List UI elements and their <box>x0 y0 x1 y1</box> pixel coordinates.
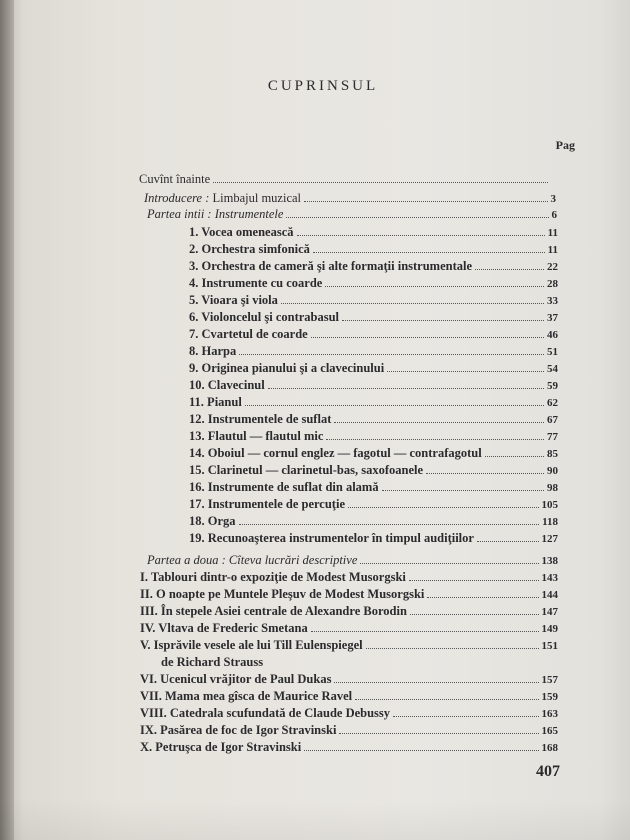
entry-title: 15. Clarinetul — clarinetul-bas, saxofoanele <box>189 463 424 477</box>
entry-title: 4. Instrumente cu coarde <box>189 276 323 290</box>
entry-page: 62 <box>547 397 558 409</box>
entry-title: 11. Pianul <box>189 395 242 409</box>
entry-title: 13. Flautul — flautul mic <box>189 429 324 443</box>
entry-page: 54 <box>547 363 558 375</box>
entry-page: 147 <box>541 606 558 618</box>
toc-entry <box>189 497 558 512</box>
dot-leader <box>426 473 544 474</box>
dot-leader <box>304 750 538 751</box>
toc-entry <box>189 463 558 478</box>
entry-title: de Richard Strauss <box>161 655 264 669</box>
toc-entry <box>189 361 558 376</box>
toc-entry <box>140 706 558 721</box>
dot-leader <box>239 354 544 355</box>
toc-entry <box>189 531 558 546</box>
entry-page: 138 <box>541 555 558 567</box>
dot-leader <box>475 269 544 270</box>
toc-entry <box>139 172 551 186</box>
entry-page: 105 <box>541 499 558 511</box>
toc-entry <box>189 293 558 308</box>
dot-leader <box>382 490 544 491</box>
entry-page: 46 <box>547 329 558 341</box>
entry-title: 14. Oboiul — cornul englez — fagotul — contrafagotul <box>189 446 482 460</box>
entry-page: 165 <box>541 725 558 737</box>
entry-title: Limbajul muzical <box>212 191 302 205</box>
entry-title: 10. Clavecinul <box>189 378 265 392</box>
table-of-contents <box>16 0 630 840</box>
toc-entry <box>189 446 558 461</box>
page-number: 407 <box>536 763 560 780</box>
toc-entry <box>140 723 558 738</box>
entry-page: 11 <box>547 227 558 239</box>
entry-title: II. O noapte pe Muntele Pleşuv de Modest Musorgski <box>140 587 425 601</box>
toc-entry <box>189 242 558 257</box>
dot-leader <box>281 303 544 304</box>
toc-entry <box>140 604 558 619</box>
entry-page: 77 <box>547 431 558 443</box>
toc-entry <box>189 429 558 444</box>
dot-leader <box>297 235 545 236</box>
entry-page: 51 <box>547 346 558 358</box>
dot-leader <box>339 733 538 734</box>
toc-entry <box>189 276 558 291</box>
entry-page: 11 <box>547 244 558 256</box>
dot-leader <box>366 648 539 649</box>
toc-entry <box>140 740 558 755</box>
dot-leader <box>342 320 544 321</box>
book-page <box>16 0 630 840</box>
toc-entry <box>140 672 558 687</box>
entry-page: 6 <box>551 209 557 221</box>
entry-title: VIII. Catedrala scufundată de Claude Debussy <box>140 706 391 720</box>
toc-entry <box>147 207 557 222</box>
entry-title: Partea intii : Instrumentele <box>147 207 284 221</box>
dot-leader <box>485 456 544 457</box>
dot-leader <box>213 182 548 183</box>
entry-page: 67 <box>547 414 558 426</box>
toc-entry <box>189 344 558 359</box>
dot-leader <box>311 631 539 632</box>
toc-entry <box>140 570 558 585</box>
entry-title: 18. Orga <box>189 514 236 528</box>
toc-entry <box>147 553 558 568</box>
toc-entry <box>140 638 558 653</box>
entry-title: VI. Ucenicul vrăjitor de Paul Dukas <box>140 672 332 686</box>
entry-page: 37 <box>547 312 558 324</box>
entry-label: Introducere : <box>144 191 210 205</box>
entry-page: 163 <box>541 708 558 720</box>
toc-entry <box>140 621 558 636</box>
dot-leader <box>304 201 547 202</box>
entry-title: 2. Orchestra simfonică <box>189 242 310 256</box>
entry-title: 5. Vioara şi viola <box>189 293 278 307</box>
entry-title: 17. Instrumentele de percuţie <box>189 497 345 511</box>
entry-title: 9. Originea pianului şi a clavecinului <box>189 361 385 375</box>
entry-page: 144 <box>541 589 558 601</box>
dot-leader <box>239 524 540 525</box>
toc-entry <box>189 259 558 274</box>
entry-page: 118 <box>542 516 558 528</box>
entry-title: 12. Instrumentele de suflat <box>189 412 332 426</box>
entry-page: 90 <box>547 465 558 477</box>
toc-entry <box>144 191 556 206</box>
entry-title: Cuvînt înainte <box>139 172 211 186</box>
entry-page: 59 <box>547 380 558 392</box>
entry-page: 168 <box>541 742 558 754</box>
entry-title: 19. Recunoaşterea instrumentelor în timpul audiţiilor <box>189 531 474 545</box>
dot-leader <box>427 597 538 598</box>
toc-entry <box>189 378 558 393</box>
toc-entry <box>189 514 558 529</box>
dot-leader <box>409 580 539 581</box>
dot-leader <box>286 217 548 218</box>
toc-entry <box>140 587 558 602</box>
page-column-label: Pag <box>555 138 575 152</box>
dot-leader <box>311 337 544 338</box>
toc-entry <box>140 689 558 704</box>
dot-leader <box>326 439 544 440</box>
dot-leader <box>334 682 538 683</box>
toc-entry <box>189 310 558 325</box>
toc-entry <box>161 655 558 669</box>
entry-page: 159 <box>541 691 558 703</box>
entry-title: 3. Orchestra de cameră şi alte formaţii instrumentale <box>189 259 473 273</box>
page-title: CUPRINSUL <box>267 78 379 94</box>
entry-title: III. În stepele Asiei centrale de Alexandre Borodin <box>140 604 407 618</box>
entry-page: 127 <box>541 533 558 545</box>
entry-title: VII. Mama mea gîsca de Maurice Ravel <box>140 689 353 703</box>
entry-title: IV. Vltava de Frederic Smetana <box>140 621 308 635</box>
entry-page: 33 <box>547 295 558 307</box>
entry-title: 7. Cvartetul de coarde <box>189 327 308 341</box>
toc-entry <box>189 327 558 342</box>
entry-page: 149 <box>541 623 558 635</box>
entry-title: Partea a doua : Cîteva lucrări descriptive <box>147 553 358 567</box>
dot-leader <box>348 507 539 508</box>
entry-page: 151 <box>541 640 558 652</box>
dot-leader <box>393 716 538 717</box>
entry-title: IX. Pasărea de foc de Igor Stravinski <box>140 723 337 737</box>
entry-title: X. Petruşca de Igor Stravinski <box>140 740 302 754</box>
dot-leader <box>245 405 544 406</box>
entry-title: I. Tablouri dintr-o expoziţie de Modest Musorgski <box>140 570 406 584</box>
dot-leader <box>387 371 544 372</box>
entry-page: 157 <box>541 674 558 686</box>
entry-page: 28 <box>547 278 558 290</box>
toc-entry <box>189 480 558 495</box>
entry-page: 22 <box>547 261 558 273</box>
toc-entry <box>189 412 558 427</box>
entry-title: V. Isprăvile vesele ale lui Till Eulenspiegel <box>140 638 363 652</box>
dot-leader <box>477 541 539 542</box>
entry-page: 143 <box>541 572 558 584</box>
entry-page: 3 <box>550 193 556 205</box>
entry-page: 85 <box>547 448 558 460</box>
entry-title: 6. Violoncelul şi contrabasul <box>189 310 340 324</box>
page-shadow <box>0 800 630 840</box>
dot-leader <box>334 422 544 423</box>
dot-leader <box>268 388 544 389</box>
page-edge <box>0 0 14 840</box>
entry-page: 98 <box>547 482 558 494</box>
dot-leader <box>410 614 539 615</box>
entry-title: 16. Instrumente de suflat din alamă <box>189 480 379 494</box>
toc-entry <box>189 225 558 240</box>
entry-title: 1. Vocea omenească <box>189 225 294 239</box>
entry-title: 8. Harpa <box>189 344 237 358</box>
dot-leader <box>355 699 538 700</box>
dot-leader <box>360 563 538 564</box>
toc-entry <box>189 395 558 410</box>
dot-leader <box>325 286 544 287</box>
dot-leader <box>313 252 545 253</box>
